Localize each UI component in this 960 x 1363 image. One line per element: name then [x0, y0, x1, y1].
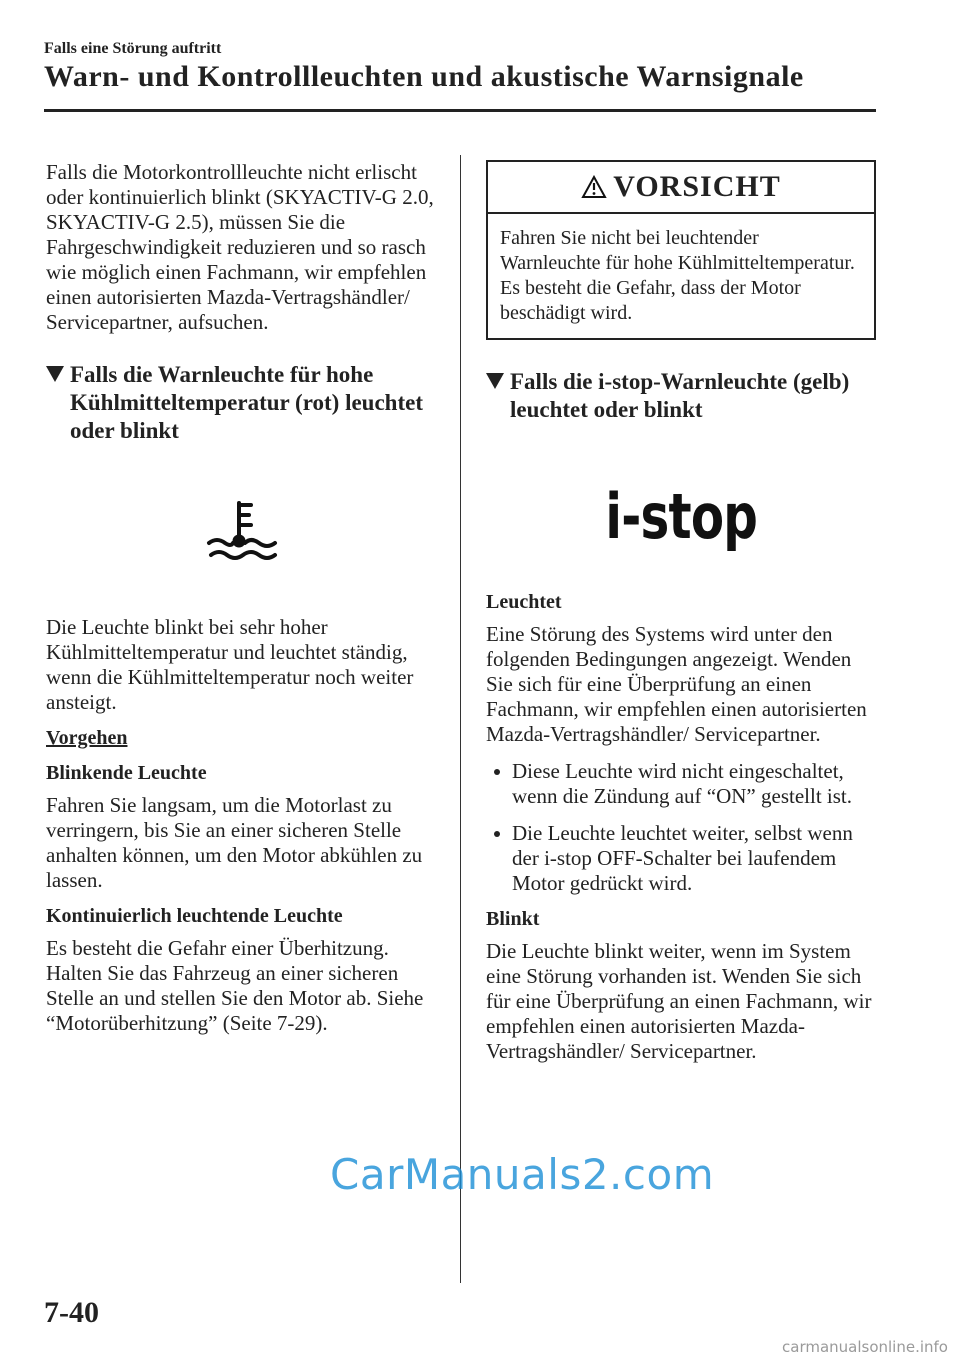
istop-icon: i-stop [605, 480, 757, 553]
warning-icon [581, 175, 607, 199]
continuous-label: Kontinuierlich leuchtende Leuchte [46, 905, 343, 927]
coolant-icon-wrap [46, 499, 436, 565]
triangle-bullet-icon [486, 373, 504, 389]
condition-list [486, 759, 876, 896]
coolant-temperature-icon [203, 499, 279, 565]
procedure-label: Vorgehen [46, 727, 128, 749]
bullet-icon [494, 831, 500, 837]
footer-watermark[interactable]: carmanualsonline.info [782, 1338, 948, 1356]
blinking-text: Fahren Sie langsam, um die Motorlast zu verringern, bis Sie an einer sicheren Stelle anhalten können, um den Motor abkühlen zu lassen. [46, 793, 423, 892]
caution-body [488, 214, 874, 338]
page-number: 7-40 [44, 1296, 99, 1329]
page-title: Warn- und Kontrollleuchten und akustische Warnsignale [44, 60, 804, 93]
continuous-text: Es besteht die Gefahr einer Überhitzung. Halten Sie das Fahrzeug an einer sicheren Stelle an und stellen Sie den Motor ab. Siehe “Motorüberhitzung” (Seite 7-29). [46, 936, 424, 1035]
engine-warning-text: Falls die Motorkontrollleuchte nicht erlischt oder kontinuierlich blinkt (SKYACTIV-G 2.0, SKYACTIV-G 2.5), müssen Sie die Fahrgeschwindigkeit reduzieren und so rasch wie möglich einen Fachmann, wir empfehlen einen autorisierten Mazda-Vertragshändler/ Servicepartner, aufsuchen. [46, 160, 434, 334]
lit-text: Eine Störung des Systems wird unter den folgenden Bedingungen angezeigt. Wenden Sie sich für eine Überprüfung an einen Fachmann, wir empfehlen einen autorisierten Mazda-Vertragshändler/ Servicepartner. [486, 622, 867, 746]
coolant-heading [46, 361, 436, 445]
coolant-heading-text: Falls die Warnleuchte für hohe Kühlmitteltemperatur (rot) leuchtet oder blinkt [70, 362, 423, 443]
watermark[interactable]: CarManuals2.com [330, 1150, 715, 1199]
left-column [46, 160, 436, 1048]
istop-heading-text: Falls die i-stop-Warnleuchte (gelb) leuchtet oder blinkt [510, 369, 850, 422]
section-label: Falls eine Störung auftritt [44, 40, 222, 57]
blinking-label: Blinkende Leuchte [46, 762, 207, 784]
caution-text: Fahren Sie nicht bei leuchtender Warnleuchte für hohe Kühlmitteltemperatur. Es besteht die Gefahr, dass der Motor beschädigt wird. [500, 227, 855, 324]
caution-header [488, 162, 874, 214]
caution-title: VORSICHT [613, 170, 781, 203]
header-divider [44, 109, 876, 112]
istop-icon-wrap [486, 480, 876, 553]
lit-label: Leuchtet [486, 591, 562, 613]
list-item: Diese Leuchte wird nicht eingeschaltet, wenn die Zündung auf “ON” gestellt ist. [486, 759, 876, 809]
blink-text: Die Leuchte blinkt weiter, wenn im System eine Störung vorhanden ist. Wenden Sie sich für eine Überprüfung an einen Fachmann, wir empfehlen einen autorisierten Mazda-Vertragshändler/ Servicepartner. [486, 939, 872, 1063]
triangle-bullet-icon [46, 366, 64, 382]
column-divider [460, 155, 461, 1283]
bullet-icon [494, 769, 500, 775]
list-item: Die Leuchte leuchtet weiter, selbst wenn der i-stop OFF-Schalter bei laufendem Motor gedrückt wird. [486, 821, 876, 896]
coolant-description: Die Leuchte blinkt bei sehr hoher Kühlmitteltemperatur und leuchtet ständig, wenn die Kühlmitteltemperatur noch weiter ansteigt. [46, 615, 414, 714]
blink-label: Blinkt [486, 908, 540, 930]
right-column [486, 160, 876, 1076]
caution-box [486, 160, 876, 340]
istop-heading [486, 368, 876, 424]
